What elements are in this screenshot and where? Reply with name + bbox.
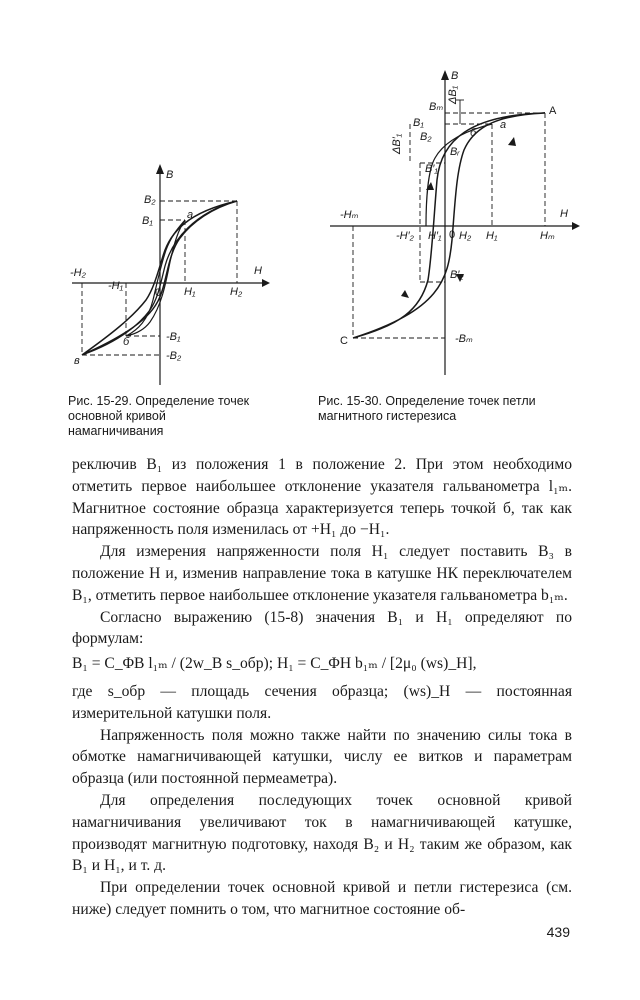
fig2-label-delta-b1: ΔB₁ <box>447 85 459 104</box>
paragraph-7: При определении точек основной кривой и петли гистерезиса (см. ниже) следует помнить о том, что магнитное состояние об- <box>72 879 572 918</box>
fig2-label-h: H <box>560 208 568 220</box>
fig2-label-pt-C: C <box>340 335 348 347</box>
fig2-label-neg-bm: -Bₘ <box>455 333 473 345</box>
fig2-axis-h-arrow <box>572 222 580 230</box>
fig1-label-b1: B₁ <box>142 215 153 227</box>
fig2-label-h2: H₂ <box>459 230 472 242</box>
fig2-label-pt-A: A <box>549 105 557 117</box>
figure-15-30 <box>310 62 590 382</box>
fig2-label-origin: 0 <box>449 229 456 241</box>
paragraph-1: реключив B₁ из положения 1 в положение 2. При этом необходимо отметить первое наибольшее отклонение указателя гальванометра l₁ₘ. Магнитное состояние образца характеризуется теперь точкой б, так как напряженность поля изменилась от +H₁ до −H₁. <box>72 456 572 539</box>
fig2-label-delta-b1p: ΔB′₁ <box>391 133 403 154</box>
fig2-label-b1: B₁ <box>413 117 424 129</box>
fig2-axis-b-arrow <box>441 70 449 80</box>
paragraph-4: где s_обр — площадь сечения образца; (ws)_H — постоянная измерительной катушки поля. <box>72 682 572 722</box>
fig1-label-neg-b2: -B₂ <box>166 350 182 362</box>
fig1-label-pt-a: a <box>187 209 194 221</box>
fig2-label-pt-b: б <box>470 127 477 139</box>
fig2-label-hm: Hₘ <box>540 230 555 242</box>
page-number: 439 <box>546 924 570 940</box>
fig1-label-origin: 0 <box>155 287 162 299</box>
fig2-label-b: B <box>451 70 459 82</box>
fig1-label-b: B <box>166 169 174 181</box>
fig1-label-h2: H₂ <box>230 286 243 298</box>
fig2-label-pt-a: a <box>500 119 507 131</box>
fig1-label-neg-h2: -H₂ <box>70 267 86 279</box>
fig2-label-h1: H₁ <box>486 230 498 242</box>
fig1-label-pt-v: в <box>74 355 80 367</box>
paragraph-5: Напряженность поля можно также найти по значению силы тока в обмотке намагничивающей катушки, числу ее витков и параметрам образца (или постоянной пермеаметра). <box>72 726 572 788</box>
fig2-label-neg-h2p: -H′₂ <box>396 230 414 242</box>
fig2-label-br: Bᵣ <box>450 146 460 158</box>
figure-15-30-caption: Рис. 15-30. Определение точек петли магнитного гистерезиса <box>318 394 536 423</box>
figure-15-29-caption: Рис. 15-29. Определение точек основной кривой намагничивания <box>68 394 250 438</box>
fig2-label-b1p: B′₁ <box>425 163 438 175</box>
fig1-label-neg-b1: -B₁ <box>166 331 181 343</box>
fig2-label-b2: B₂ <box>420 131 432 143</box>
fig1-label-b2: B₂ <box>144 194 156 206</box>
fig2-minor-branch <box>426 124 492 226</box>
fig1-axis-b-arrow <box>156 164 164 174</box>
paragraph-6: Для определения последующих точек основной кривой намагничивания увеличивают ток в намагничивающей катушке, производят магнитную подготовку, находя B₂ и H₂ таким же образом, как B₁ и H₁, и т. д. <box>72 791 572 875</box>
paragraph-2: Для измерения напряженности поля H₁ следует поставить B₃ в положение H и, изменив направление тока в катушке НК переключателем B₁, отметить первое наибольшее отклонение указателя гальванометра b₁ₘ. <box>72 543 572 604</box>
fig2-label-bm: Bₘ <box>429 101 444 113</box>
fig1-label-neg-h1: -H₁ <box>108 280 124 292</box>
paragraph-3: Согласно выражению (15-8) значения B₁ и H₁ определяют по формулам: <box>72 608 572 648</box>
fig1-label-pt-b: б <box>123 336 130 348</box>
fig1-label-h1: H₁ <box>184 286 196 298</box>
figure-15-29 <box>60 160 290 390</box>
fig1-axis-h-arrow <box>262 279 270 287</box>
fig1-label-h: H <box>254 265 262 277</box>
body-text <box>72 454 572 921</box>
fig2-label-neg-hm: -Hₘ <box>340 209 359 221</box>
fig2-label-h1p: H′₁ <box>428 230 442 242</box>
fig2-label-b2p: B′₂ <box>450 269 464 281</box>
formula: B₁ = C_ΦB l₁ₘ / (2w_B s_обр); H₁ = C_ΦH b₁ₘ / [2μ₀ (ws)_H], <box>72 655 477 673</box>
